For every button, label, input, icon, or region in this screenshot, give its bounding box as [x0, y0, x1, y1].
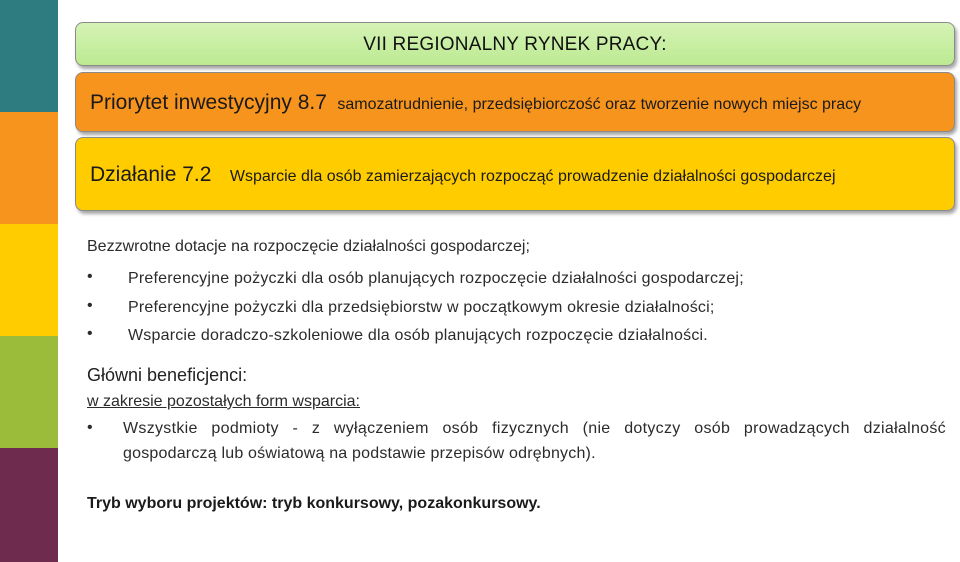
side-color-strip — [0, 0, 58, 562]
support-item-1: Preferencyjne pożyczki dla osób planujących rozpoczęcie działalności gospodarczej; — [128, 270, 744, 287]
action-label: Działanie 7.2 — [90, 163, 212, 186]
priority-text: samozatrudnienie, przedsiębiorczość oraz tworzenie nowych miejsc pracy — [337, 96, 862, 113]
bullet-1: • — [87, 268, 93, 285]
strip-segment-orange — [0, 112, 58, 224]
section-title: VII REGIONALNY RYNEK PRACY: — [363, 34, 667, 55]
strip-segment-plum — [0, 448, 58, 562]
support-item-3: Wsparcie doradczo-szkoleniowe dla osób planujących rozpoczęcie działalności. — [128, 327, 708, 344]
section-title-box — [75, 22, 955, 66]
strip-segment-teal — [0, 0, 58, 112]
beneficiaries-heading: Główni beneficjenci: — [87, 365, 248, 385]
support-item-2: Preferencyjne pożyczki dla przedsiębiorstw w początkowym okresie działalności; — [128, 299, 715, 316]
action-box — [75, 137, 955, 211]
strip-segment-green — [0, 336, 58, 448]
selection-mode: Tryb wyboru projektów: tryb konkursowy, pozakonkursowy. — [87, 495, 541, 512]
priority-label: Priorytet inwestycyjny 8.7 — [90, 91, 327, 114]
bullet-4: • — [87, 419, 93, 436]
intro-text: Bezzwrotne dotacje na rozpoczęcie działalności gospodarczej; — [87, 238, 530, 255]
action-text: Wsparcie dla osób zamierzających rozpocząć prowadzenie działalności gospodarczej — [229, 168, 836, 185]
beneficiary-line-1: Wszystkie podmioty - z wyłączeniem osób fizycznych (nie dotyczy osób prowadzących działalność — [123, 420, 946, 437]
beneficiary-line-2: gospodarczą lub oświatową na podstawie przepisów odrębnych). — [123, 445, 596, 462]
priority-box — [75, 72, 955, 132]
bullet-2: • — [87, 297, 93, 314]
beneficiaries-subheading: w zakresie pozostałych form wsparcia: — [87, 393, 360, 410]
bullet-3: • — [87, 325, 93, 342]
strip-segment-yellow — [0, 224, 58, 336]
